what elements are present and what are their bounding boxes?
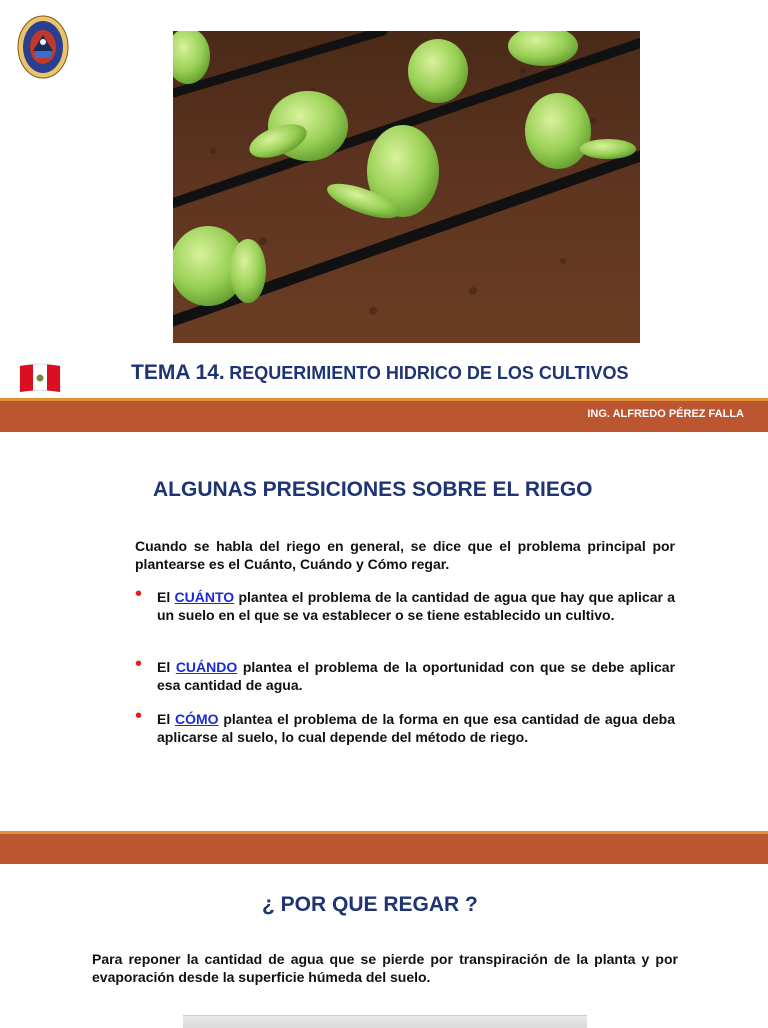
cuanto-link[interactable]: CUÁNTO <box>174 589 235 605</box>
bullet-marker: • <box>135 705 143 727</box>
title-text: REQUERIMIENTO HIDRICO DE LOS CULTIVOS <box>229 363 629 383</box>
bullet-text: plantea el problema de la oportunidad con que se debe aplicar esa cantidad de agua. <box>157 659 676 693</box>
bullet-prefix: El <box>157 711 171 727</box>
lettuce-drip-irrigation-photo <box>173 31 640 343</box>
bottom-figure <box>183 1015 587 1028</box>
bullet-text: plantea el problema de la cantidad de agua que hay que aplicar a un suelo en el que se va establecer o se tiene establecido un cultivo. <box>157 589 676 623</box>
author-label: ING. ALFREDO PÉREZ FALLA <box>587 408 744 420</box>
bullet-marker: • <box>135 653 143 675</box>
intro-paragraph: Cuando se habla del riego en general, se dice que el problema principal por plantearse es el Cuánto, Cuándo y Cómo regar. <box>135 538 675 572</box>
title-prefix: TEMA 14. <box>131 361 225 384</box>
bullet-marker: • <box>135 583 143 605</box>
university-seal-logo <box>17 15 69 79</box>
bullet-como <box>157 711 675 746</box>
bullet-prefix: El <box>157 659 171 675</box>
divider-band <box>0 834 768 864</box>
cuando-link[interactable]: CUÁNDO <box>175 659 238 675</box>
como-link[interactable]: CÓMO <box>175 711 219 727</box>
bullet-prefix: El <box>157 589 171 605</box>
section-heading-por-que-regar: ¿ POR QUE REGAR ? <box>262 893 478 916</box>
section-heading-riego: ALGUNAS PRESICIONES SOBRE EL RIEGO <box>153 478 593 501</box>
page-title <box>131 361 751 391</box>
bullet-cuando <box>157 659 675 694</box>
peru-flag-icon <box>18 362 62 394</box>
por-que-regar-paragraph: Para reponer la cantidad de agua que se pierde por transpiración de la planta y por evaporación desde la superficie húmeda del suelo. <box>92 951 678 985</box>
bullet-text: plantea el problema de la forma en que esa cantidad de agua deba aplicarse al suelo, lo cual depende del método de riego. <box>157 711 676 745</box>
bullet-cuanto <box>157 589 675 624</box>
